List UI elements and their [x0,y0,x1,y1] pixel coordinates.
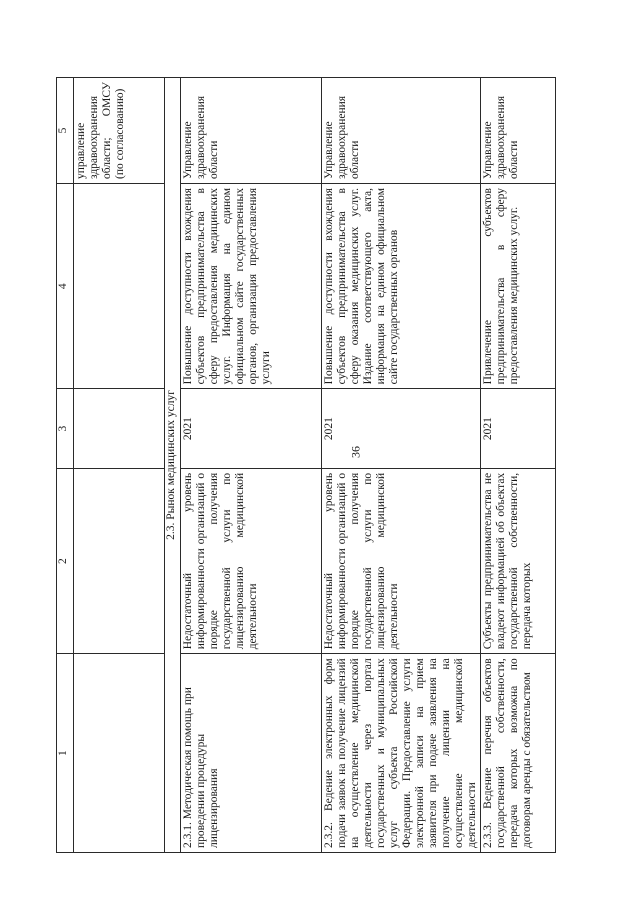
problem-cell: Недостаточный уровень информированности организаций о порядке получения государственной услуги по лицензированию медицинской деятельности [322,468,481,653]
table-row [181,78,322,853]
table-cell [74,654,165,853]
problem-cell: Субъекты предпринимательства не владеют информацией об объектах государственной собственности, передача которых [481,468,556,653]
responsible-cell: Управление здравоохранения области [322,78,481,184]
column-number: 1 [57,654,74,853]
table-row [481,78,556,853]
column-number: 2 [57,468,74,653]
measure-cell: 2.3.1. Методическая помощь при проведении процедуры лицензирования [181,654,322,853]
page-number: 36 [348,446,363,458]
table-cell [74,389,165,468]
measure-cell: 2.3.2. Ведение электронных форм подачи заявок на получение лицензий на осуществление медицинской деятельности через портал государственных и муниципальных услуг субъекта Российской Федерации. Предоставление услуги электронной записи на прием заявителя при подаче заявления на получение лицензии на осуществление медицинской деятельности [322,654,481,853]
column-number: 5 [57,78,74,184]
table-cell [74,184,165,389]
table-row [74,78,165,853]
result-cell: Повышение доступности вхождения субъектов предпринимательства в сферу предоставления медицинских услуг. Информация на едином официальном сайте государственных органов, организация предоставления услуги [181,184,322,389]
column-number: 3 [57,389,74,468]
column-number: 4 [57,184,74,389]
measures-table [56,77,556,853]
table-cell [74,468,165,653]
responsible-cell: Управление здравоохранения области [181,78,322,184]
result-cell: Повышение доступности вхождения субъектов предпринимательства в сферу оказания медицинских услуг. Издание соответствующего акта, информация на едином официальном сайте государственных органов [322,184,481,389]
column-number-row [57,78,74,853]
year-cell: 2021 [481,389,556,468]
section-title: 2.3. Рынок медицинских услуг [165,78,181,853]
year-cell: 2021 [181,389,322,468]
measure-cell: 2.3.3. Ведение перечня объектов государственной собственности, передача которых возможна по договорам аренды с обязательством [481,654,556,853]
table-row [322,78,481,853]
rotated-table-wrapper [56,77,576,853]
year-cell: 2021 [322,389,481,468]
problem-cell: Недостаточный уровень информированности организаций о порядке получения государственной услуги по лицензированию медицинской деятельности [181,468,322,653]
result-cell: Привлечение субъектов предпринимательства в сферу предоставления медицинских услуг. [481,184,556,389]
responsible-cell: Управление здравоохранения области [481,78,556,184]
responsible-cell: управление здравоохранения области; ОМСУ (по согласованию) [74,78,165,184]
section-row [165,78,181,853]
